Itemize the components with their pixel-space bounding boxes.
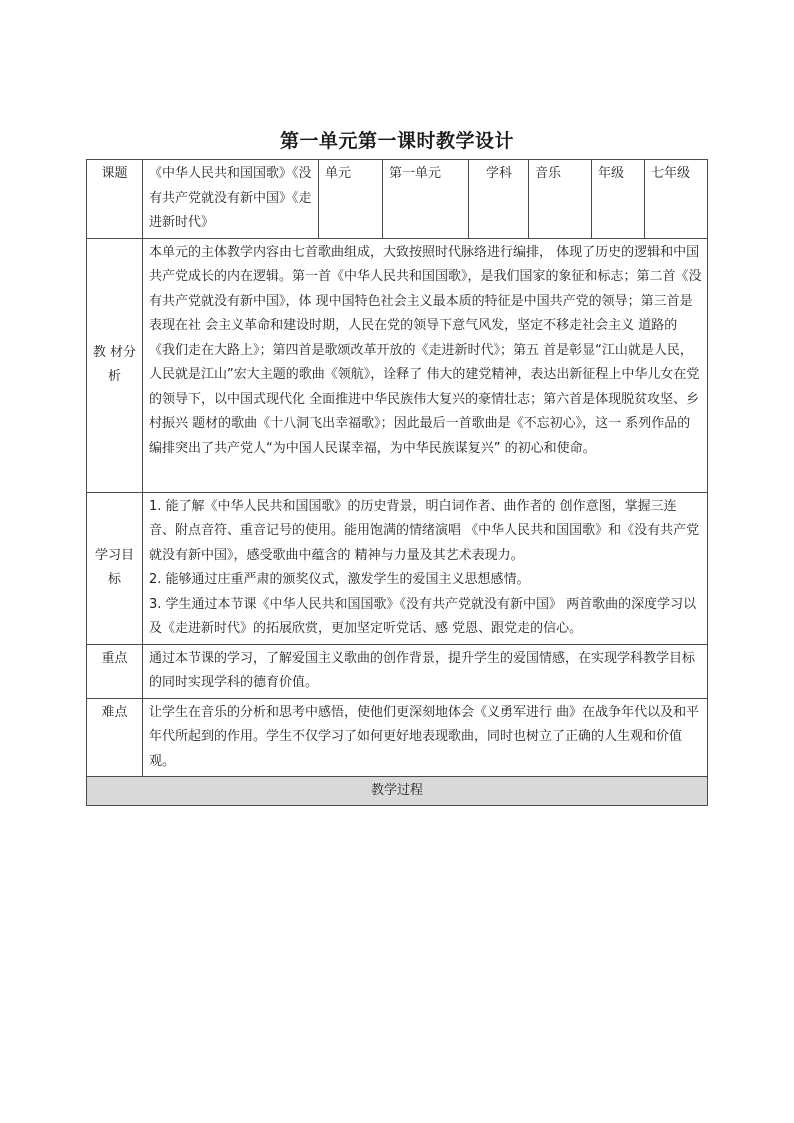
- difficulties-label: 难点: [87, 698, 143, 777]
- goals-content: [143, 492, 708, 644]
- grade-value: 七年级: [645, 160, 708, 239]
- goal-item-1: 1. 能了解《中华人民共和国国歌》的历史背景，明白词作者、曲作者的 创作意图，掌握三连音、附点音符、重音记号的使用。能用饱满的情绪演唱 《中华人民共和国国歌》和《没有共产党就没有新中国》，感受歌曲中蕴含的 精神与力量及其艺术表现力。: [149, 498, 700, 563]
- analysis-row: [87, 238, 708, 492]
- subject-label: 学科: [469, 160, 529, 239]
- key-points-label: 重点: [87, 644, 143, 698]
- lesson-plan-table: [86, 159, 708, 806]
- process-row: [87, 777, 708, 806]
- unit-value: 第一单元: [383, 160, 469, 239]
- difficulties-row: [87, 698, 708, 777]
- page-title: 第一单元第一课时教学设计: [279, 130, 514, 152]
- goals-row: [87, 492, 708, 644]
- goals-label: 学习目标: [87, 492, 143, 644]
- key-points-row: [87, 644, 708, 698]
- subject-value: 音乐: [529, 160, 592, 239]
- analysis-text: 本单元的主体教学内容由七首歌曲组成，大致按照时代脉络进行编排， 体现了历史的逻辑和中国共产党成长的内在逻辑。第一首《中华人民共和国国歌》，是我们国家的象征和标志；第二首《没有共产党就没有新中国》，体 现中国特色社会主义最本质的特征是中国共产党的领导；第三首是表现在社 会主义革命和建设时期，人民在党的领导下意气风发，坚定不移走社会主义 道路的《我们走在大路上》；第四首是歌颂改革开放的《走进新时代》；第五 首是彰显“江山就是人民，人民就是江山”宏大主题的歌曲《领航》，诠释了 伟大的建党精神，表达出新征程上中华儿女在党的领导下，以中国式现代化 全面推进中华民族伟大复兴的豪情壮志；第六首是体现脱贫攻坚、乡村振兴 题材的歌曲《十八洞飞出幸福歌》；因此最后一首歌曲是《不忘初心》，这一 系列作品的编排突出了共产党人“为中国人民谋幸福，为中华民族谋复兴” 的初心和使命。: [143, 238, 708, 492]
- header-row: [87, 160, 708, 239]
- difficulties-text: 让学生在音乐的分析和思考中感悟，使他们更深刻地体会《义勇军进行 曲》在战争年代以及和平年代所起到的作用。学生不仅学习了如何更好地表现歌曲，同时也树立了正确的人生观和价值观。: [143, 698, 708, 777]
- key-points-text: 通过本节课的学习，了解爱国主义歌曲的创作背景，提升学生的爱国情感，在实现学科教学目标的同时实现学科的德育价值。: [143, 644, 708, 698]
- topic-label: 课题: [87, 160, 143, 239]
- goal-item-2: 2. 能够通过庄重严肃的颁奖仪式，激发学生的爱国主义思想感情。: [149, 572, 530, 587]
- goal-item-3: 3. 学生通过本节课《中华人民共和国国歌》《没有共产党就没有新中国》 两首歌曲的深度学习以及《走进新时代》的拓展欣赏，更加坚定听党话、感 党恩、跟党走的信心。: [149, 596, 697, 636]
- topic-value: 《中华人民共和国国歌》《没有共产党就没有新中国》《走进新时代》: [143, 160, 319, 239]
- unit-label: 单元: [319, 160, 383, 239]
- analysis-label: 教 材分析: [87, 238, 143, 492]
- grade-label: 年级: [592, 160, 645, 239]
- process-header: 教学过程: [87, 777, 708, 806]
